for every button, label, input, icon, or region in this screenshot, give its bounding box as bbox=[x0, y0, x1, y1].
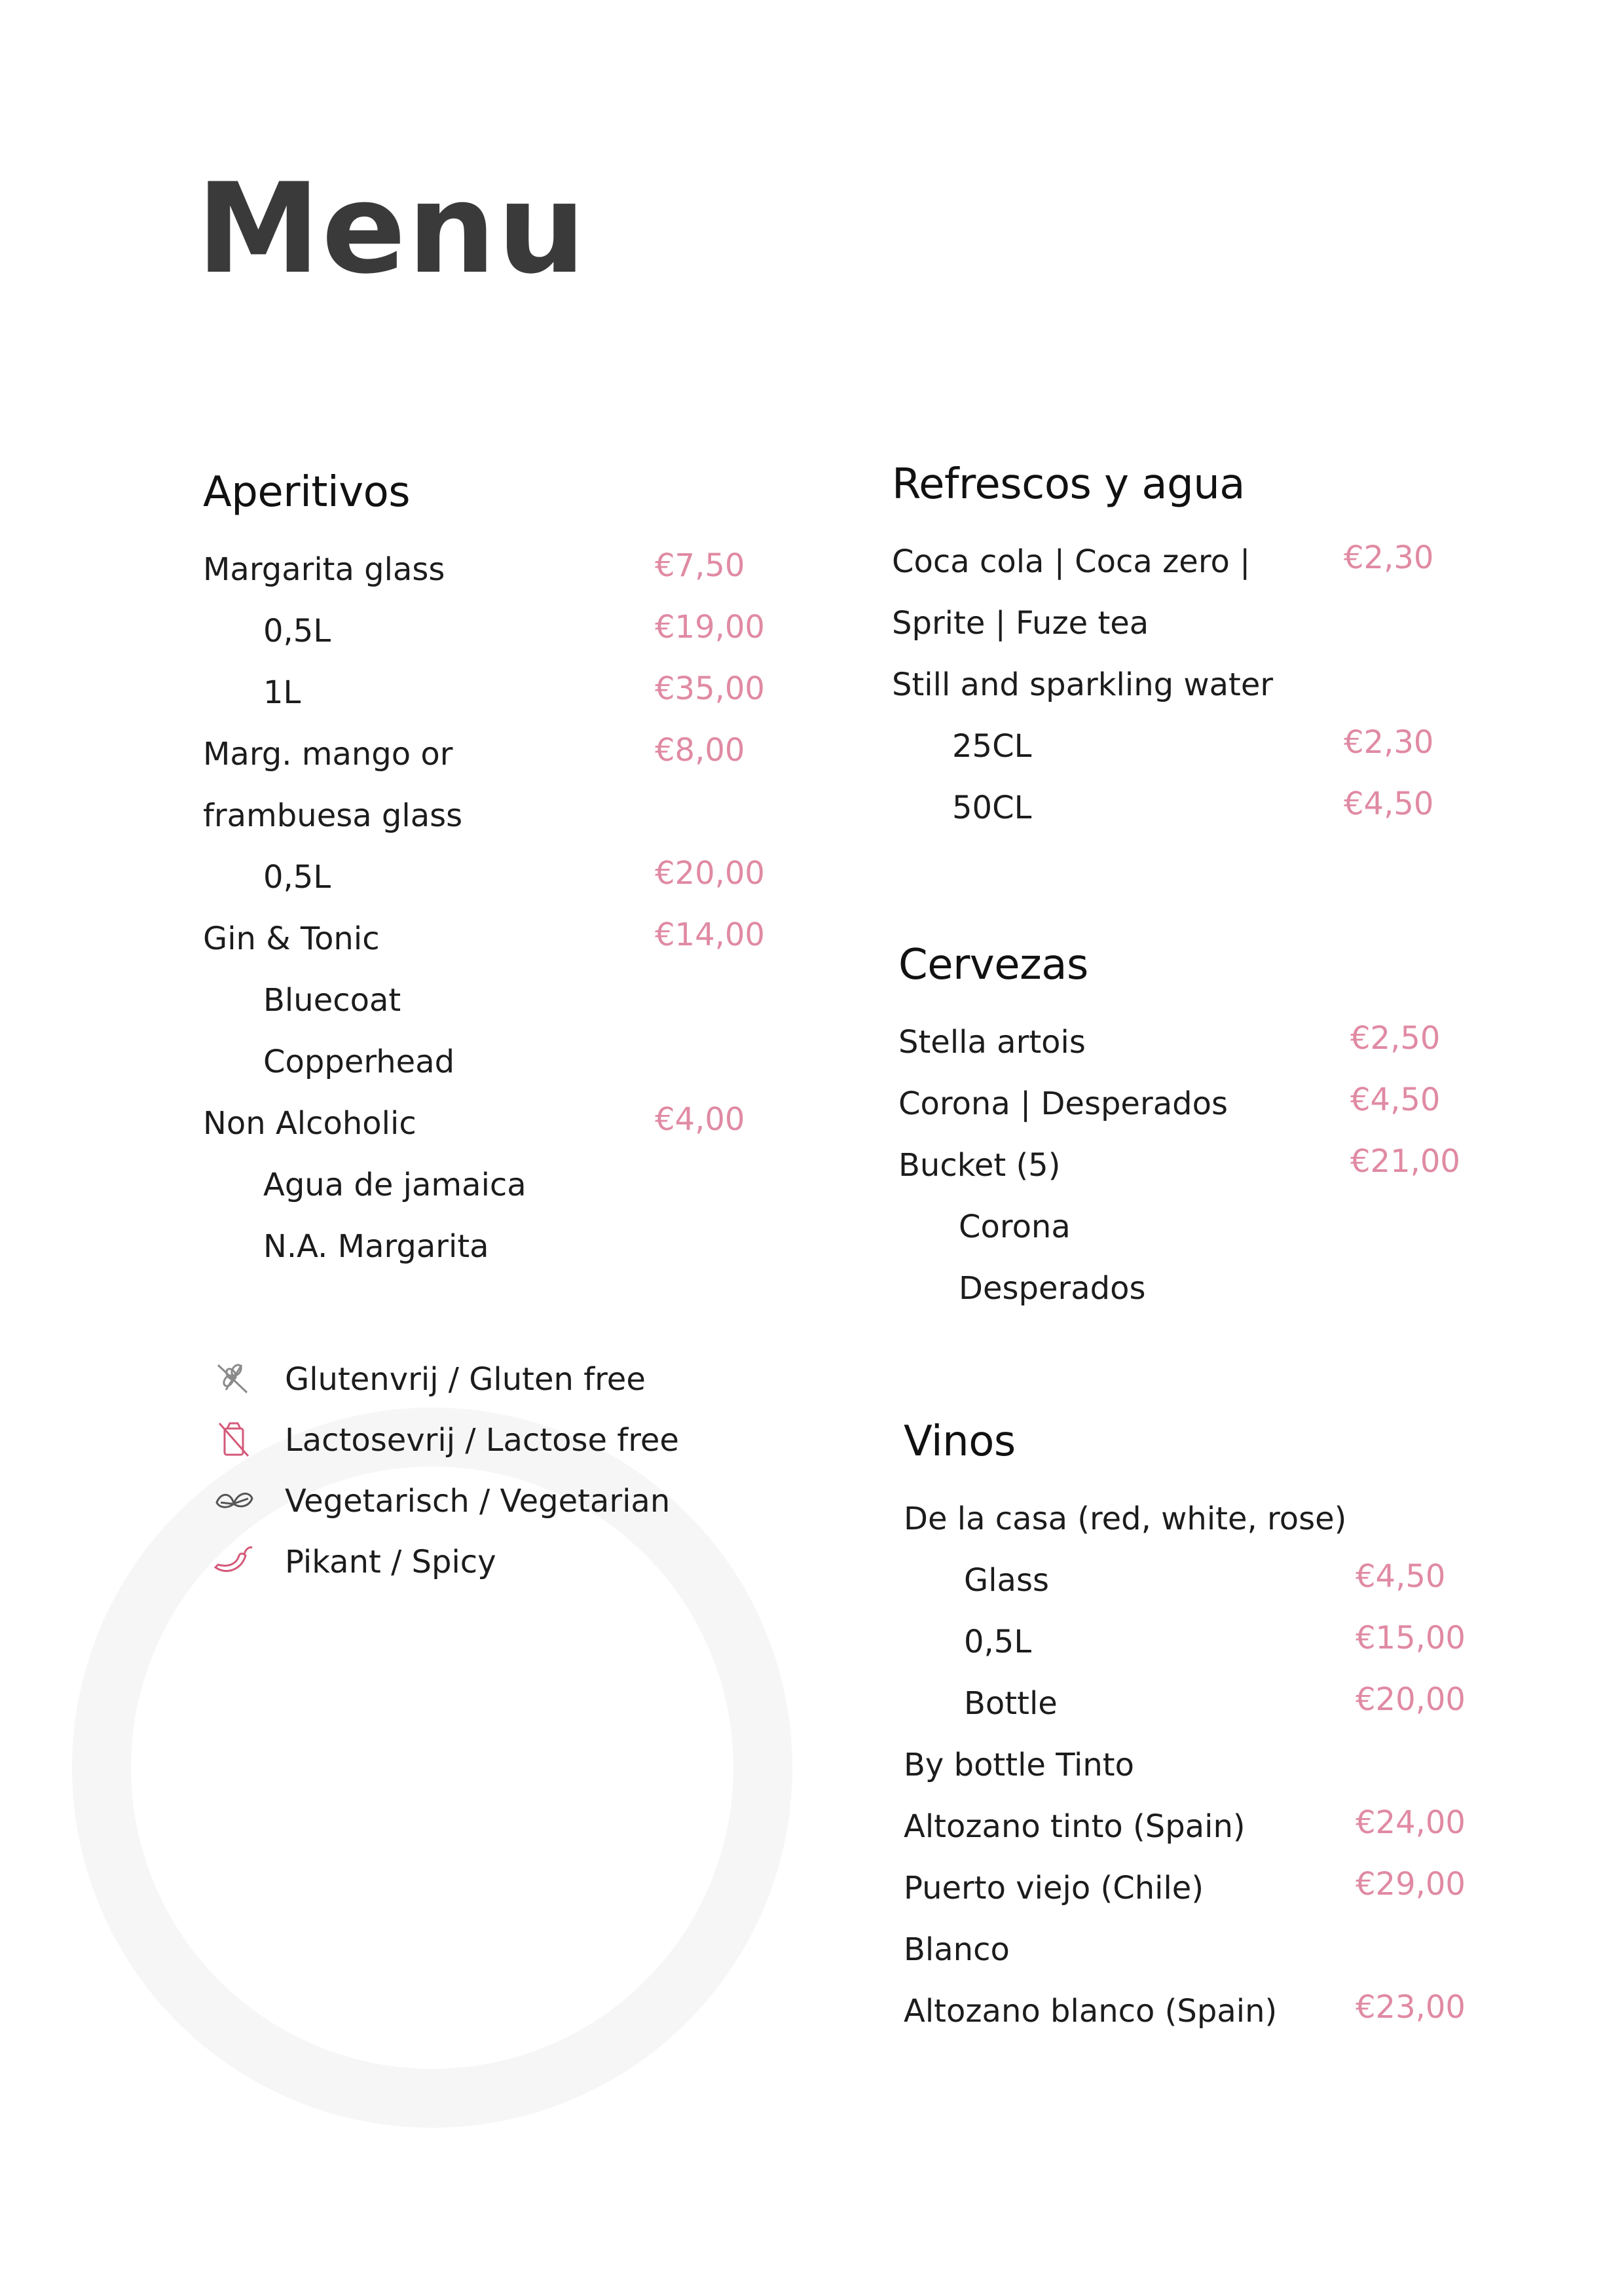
menu-item-name: By bottle Tinto bbox=[904, 1747, 1134, 1783]
menu-item-row bbox=[203, 799, 792, 860]
legend-label: Vegetarisch / Vegetarian bbox=[285, 1483, 671, 1520]
legend-label: Pikant / Spicy bbox=[285, 1544, 496, 1580]
menu-item-row bbox=[203, 670, 792, 737]
menu-item-name: frambuesa glass bbox=[203, 797, 463, 834]
menu-item-name: Sprite | Fuze tea bbox=[892, 605, 1149, 642]
menu-item-name: Corona bbox=[959, 1209, 1071, 1245]
menu-item-name: 1L bbox=[263, 674, 301, 711]
menu-item-price: €2,30 bbox=[1344, 539, 1434, 576]
menu-item-row bbox=[898, 1143, 1488, 1210]
menu-item-price: €20,00 bbox=[1356, 1681, 1466, 1718]
menu-item-row bbox=[904, 1681, 1493, 1748]
menu-item-price: €4,50 bbox=[1356, 1558, 1446, 1595]
section-title: Aperitivos bbox=[203, 468, 411, 517]
menu-item-row bbox=[898, 1210, 1488, 1271]
menu-item-name: Marg. mango or bbox=[203, 736, 453, 773]
menu-item-row bbox=[203, 855, 792, 922]
section-cervezas bbox=[898, 941, 1488, 1333]
gluten-free-icon bbox=[213, 1358, 255, 1398]
chili-pepper-icon bbox=[213, 1541, 255, 1580]
menu-item-row bbox=[904, 1748, 1493, 1810]
menu-item-row bbox=[898, 1020, 1488, 1087]
menu-item-row bbox=[898, 1271, 1488, 1333]
page-title: Menu bbox=[196, 156, 587, 301]
menu-item-name: Still and sparkling water bbox=[892, 666, 1274, 703]
menu-item-name: Agua de jamaica bbox=[263, 1167, 526, 1203]
menu-item-list bbox=[904, 1502, 1493, 2056]
menu-item-price: €21,00 bbox=[1350, 1143, 1460, 1180]
menu-item-row bbox=[904, 1933, 1493, 1994]
menu-item-name: Bottle bbox=[964, 1685, 1058, 1722]
menu-item-name: Altozano tinto (Spain) bbox=[904, 1808, 1246, 1845]
menu-item-name: Coca cola | Coca zero | bbox=[892, 543, 1251, 580]
legend-label: Lactosevrij / Lactose free bbox=[285, 1422, 679, 1459]
menu-item-name: Desperados bbox=[959, 1270, 1146, 1307]
menu-item-row bbox=[904, 1502, 1493, 1563]
menu-item-name: Blanco bbox=[904, 1931, 1010, 1968]
menu-item-name: 0,5L bbox=[964, 1624, 1032, 1660]
legend-label: Glutenvrij / Gluten free bbox=[285, 1361, 646, 1398]
menu-item-name: Margarita glass bbox=[203, 551, 445, 588]
section-title: Vinos bbox=[904, 1417, 1016, 1466]
menu-item-price: €23,00 bbox=[1356, 1989, 1466, 2026]
menu-item-name: 25CL bbox=[952, 728, 1032, 765]
section-refrescos bbox=[892, 460, 1481, 852]
menu-item-name: Non Alcoholic bbox=[203, 1105, 416, 1142]
section-vinos bbox=[904, 1417, 1493, 2056]
menu-item-row bbox=[203, 732, 792, 799]
menu-item-row bbox=[203, 547, 792, 614]
menu-item-price: €24,00 bbox=[1356, 1804, 1466, 1841]
menu-item-price: €14,00 bbox=[655, 917, 765, 953]
menu-item-row bbox=[898, 1082, 1488, 1148]
menu-item-list bbox=[892, 539, 1481, 852]
menu-item-price: €15,00 bbox=[1356, 1620, 1466, 1656]
section-title: Refrescos y agua bbox=[892, 460, 1245, 509]
menu-item-name: Corona | Desperados bbox=[898, 1085, 1228, 1122]
menu-item-price: €20,00 bbox=[655, 855, 765, 892]
menu-item-row bbox=[203, 1168, 792, 1230]
section-title: Cervezas bbox=[898, 941, 1088, 989]
menu-item-name: Bluecoat bbox=[263, 982, 401, 1019]
menu-item-row bbox=[892, 539, 1481, 606]
menu-item-list bbox=[203, 547, 792, 1291]
menu-item-name: Puerto viejo (Chile) bbox=[904, 1870, 1204, 1906]
menu-item-name: 0,5L bbox=[263, 613, 331, 649]
menu-item-row bbox=[904, 1866, 1493, 1933]
menu-item-price: €35,00 bbox=[655, 670, 765, 707]
menu-item-row bbox=[203, 917, 792, 983]
menu-item-name: Glass bbox=[964, 1562, 1049, 1599]
menu-item-row bbox=[904, 1620, 1493, 1686]
menu-item-price: €19,00 bbox=[655, 609, 765, 646]
menu-item-row bbox=[892, 668, 1481, 729]
menu-item-row bbox=[904, 1804, 1493, 1871]
menu-item-name: De la casa (red, white, rose) bbox=[904, 1501, 1347, 1537]
menu-item-name: Altozano blanco (Spain) bbox=[904, 1993, 1278, 2030]
menu-item-price: €4,50 bbox=[1344, 786, 1434, 822]
menu-item-row bbox=[904, 1558, 1493, 1625]
menu-item-price: €8,00 bbox=[655, 732, 745, 769]
menu-item-row bbox=[203, 1230, 792, 1291]
menu-item-name: Copperhead bbox=[263, 1044, 455, 1080]
menu-item-name: Gin & Tonic bbox=[203, 920, 380, 957]
menu-item-row bbox=[203, 609, 792, 676]
menu-item-row bbox=[892, 786, 1481, 852]
lactose-free-icon bbox=[213, 1419, 255, 1459]
menu-item-row bbox=[892, 606, 1481, 668]
menu-item-row bbox=[203, 983, 792, 1045]
vegetarian-leaf-icon bbox=[213, 1480, 255, 1520]
menu-item-row bbox=[892, 724, 1481, 791]
menu-item-price: €2,30 bbox=[1344, 724, 1434, 761]
menu-item-name: 0,5L bbox=[263, 859, 331, 896]
menu-item-name: N.A. Margarita bbox=[263, 1228, 489, 1265]
section-aperitivos bbox=[203, 468, 792, 1291]
menu-item-name: 50CL bbox=[952, 790, 1032, 826]
menu-item-price: €29,00 bbox=[1356, 1866, 1466, 1903]
menu-item-price: €4,00 bbox=[655, 1101, 745, 1138]
menu-item-row bbox=[904, 1989, 1493, 2056]
menu-item-name: Stella artois bbox=[898, 1024, 1086, 1061]
menu-item-name: Bucket (5) bbox=[898, 1147, 1061, 1184]
menu-item-price: €4,50 bbox=[1350, 1082, 1441, 1118]
menu-item-row bbox=[203, 1045, 792, 1106]
menu-item-price: €2,50 bbox=[1350, 1020, 1441, 1057]
menu-item-price: €7,50 bbox=[655, 547, 745, 584]
menu-item-list bbox=[898, 1020, 1488, 1333]
menu-item-row bbox=[203, 1101, 792, 1168]
